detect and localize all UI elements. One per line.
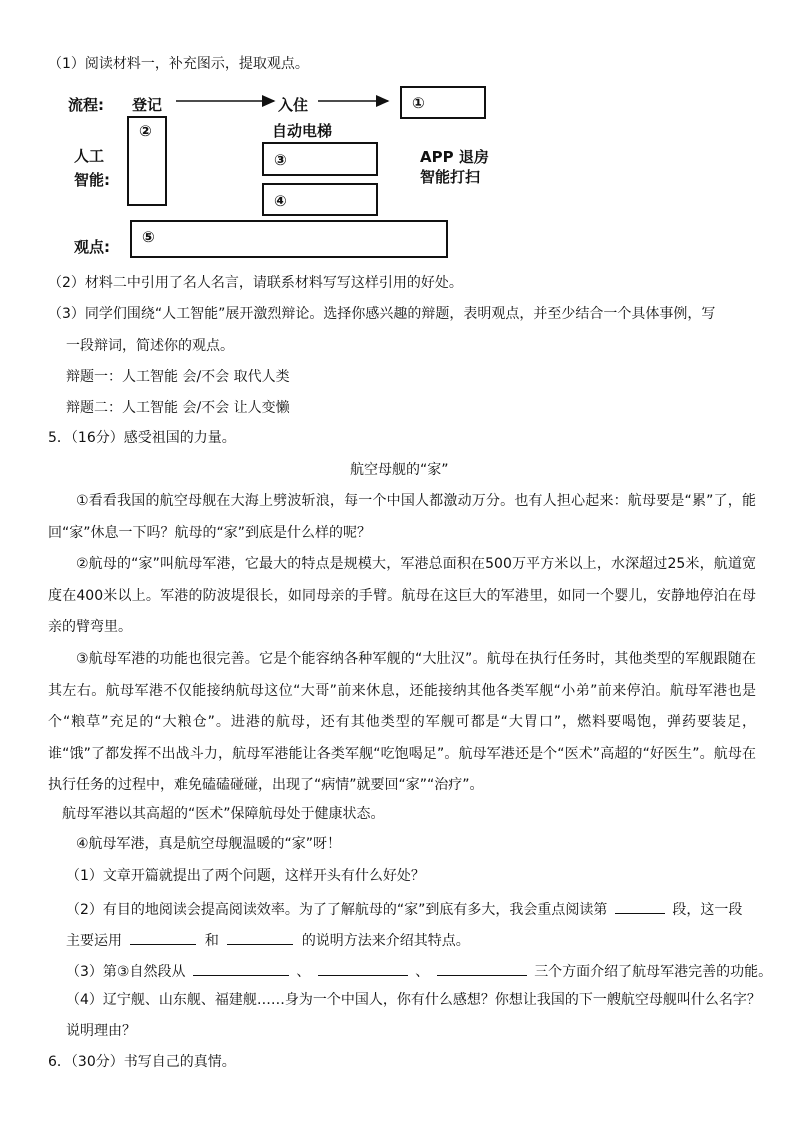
smart-cleaning-label: 智能打扫 <box>420 168 481 186</box>
answer-box-1[interactable] <box>400 86 486 119</box>
ai-label-line1: 人工 <box>74 147 105 165</box>
viewpoint-label: 观点: <box>74 238 110 256</box>
question-5-2-text-e: 的说明方法来介绍其特点。 <box>301 933 470 949</box>
question-5-2-text-b: 段，这一段 <box>672 902 743 918</box>
answer-box-4[interactable] <box>262 183 378 216</box>
ai-label-line2: 智能: <box>74 171 110 189</box>
question-5-2-text-a: （2）有目的地阅读会提高阅读效率。为了了解航母的“家”到底有多大，我会重点阅读第 <box>66 902 608 918</box>
blank-aspect-2[interactable] <box>318 959 408 976</box>
question-5-1: （1）文章开篇就提出了两个问题，这样开头有什么好处？ <box>66 868 425 884</box>
blank-aspect-1[interactable] <box>193 959 289 976</box>
box-2-marker: ② <box>139 122 152 140</box>
step-checkin: 入住 <box>278 96 309 114</box>
step-register: 登记 <box>132 96 163 114</box>
blank-method-1[interactable] <box>130 928 196 945</box>
question-4-1: （1）阅读材料一，补充图示，提取观点。 <box>48 56 309 72</box>
question-5-3 <box>66 959 772 982</box>
article-paragraph-4: ④航母军港，真是航空母舰温暖的“家”呀！ <box>76 836 342 852</box>
debate-topic-2: 辩题二：人工智能 会/不会 让人变懒 <box>66 400 290 416</box>
question-5-2-line1 <box>66 897 742 920</box>
question-5-3-text-b: 三个方面介绍了航母军港完善的功能。 <box>534 964 773 980</box>
question-5-3-sep-1: 、 <box>296 964 311 980</box>
box-4-marker: ④ <box>274 192 287 210</box>
answer-box-2[interactable] <box>127 116 167 206</box>
question-4-3-line1: （3）同学们围绕“人工智能”展开激烈辩论。选择你感兴趣的辩题，表明观点，并至少结合一个具体事例，写 <box>48 306 716 322</box>
article-title: 航空母舰的“家” <box>350 462 449 478</box>
question-4-3-line2: 一段辩词，简述你的观点。 <box>66 338 234 354</box>
question-5-3-text-a: （3）第③自然段从 <box>66 964 186 980</box>
question-5-2-line2 <box>66 928 470 951</box>
box-5-marker: ⑤ <box>142 228 155 246</box>
blank-paragraph-number[interactable] <box>615 897 665 914</box>
question-6-header: 6．（30分）书写自己的真情。 <box>48 1054 236 1070</box>
question-4-2: （2）材料二中引用了名人名言，请联系材料写写这样引用的好处。 <box>48 275 463 291</box>
box-3-marker: ③ <box>274 151 287 169</box>
question-5-2-text-c: 主要运用 <box>66 933 122 949</box>
article-paragraph-3: ③航母军港的功能也很完善。它是个能容纳各种军舰的“大肚汉”。航母在执行任务时，其他类型的军舰跟随在其左右。航母军港不仅能接纳航母这位“大哥”前来休息，还能接纳其他各类军舰“小弟”前来停泊。航母军港也是个“粮草”充足的“大粮仓”。进港的航母，还有其他类型的军舰可都是“大胃口”，燃料要喝饱，弹药要装足，谁“饿”了都发挥不出战斗力，航母军港能让各类军舰“吃饱喝足”。航母军港还是个“医术”高超的“好医生”。航母在执行任务的过程中，难免磕磕碰碰，出现了“病情”就要回“家”“治疗”。 <box>48 651 756 794</box>
debate-topic-1: 辩题一：人工智能 会/不会 取代人类 <box>66 369 290 385</box>
question-5-3-sep-2: 、 <box>415 964 430 980</box>
article-paragraph-2: ②航母的“家”叫航母军港，它最大的特点是规模大，军港总面积在500万平方米以上，水深超过25米，航道宽度在400米以上。军港的防波堤很长，如同母亲的手臂。航母在这巨大的军港里，如同一个婴儿，安静地停泊在母亲的臂弯里。 <box>48 556 756 636</box>
answer-box-5[interactable] <box>130 220 448 258</box>
article-paragraph-1: ①看看我国的航空母舰在大海上劈波斩浪，每一个中国人都激动万分。也有人担心起来：航母要是“累”了，能回“家”休息一下吗？航母的“家”到底是什么样的呢？ <box>48 493 756 541</box>
article-paragraph-3-continued: 航母军港以其高超的“医术”保障航母处于健康状态。 <box>62 806 385 822</box>
app-checkout-label: APP 退房 <box>420 148 489 166</box>
blank-method-2[interactable] <box>227 928 293 945</box>
question-5-header: 5．（16分）感受祖国的力量。 <box>48 430 236 446</box>
question-5-2-text-d: 和 <box>204 933 219 949</box>
flow-label: 流程: <box>68 96 104 114</box>
elevator-label: 自动电梯 <box>272 122 333 140</box>
question-5-4-line1: （4）辽宁舰、山东舰、福建舰……身为一个中国人，你有什么感想？你想让我国的下一艘航空母舰叫什么名字？ <box>66 992 761 1008</box>
box-1-marker: ① <box>412 94 425 112</box>
answer-box-3[interactable] <box>262 142 378 176</box>
blank-aspect-3[interactable] <box>437 959 527 976</box>
question-5-4-line2: 说明理由？ <box>66 1023 136 1039</box>
